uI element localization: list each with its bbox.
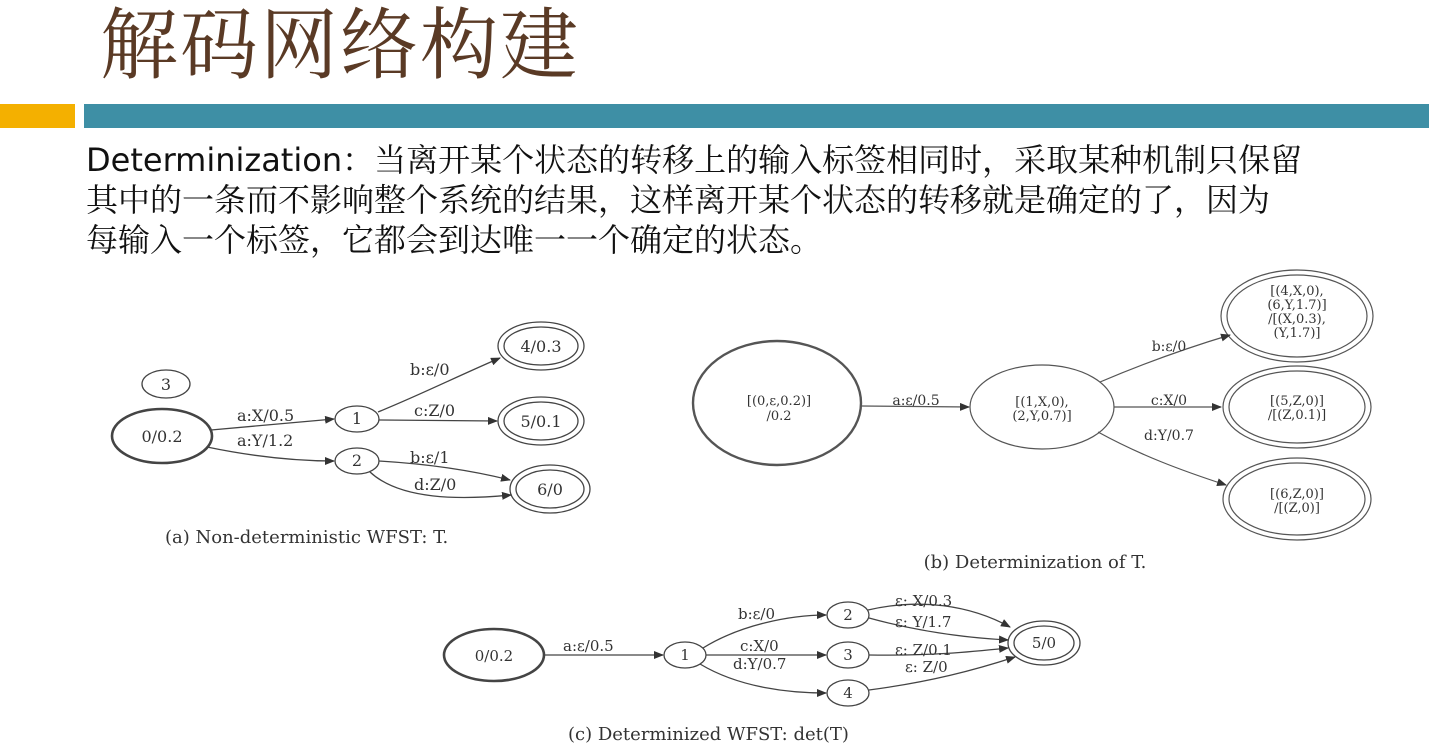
paragraph-term: Determinization	[86, 141, 343, 179]
fig-b-arc-1-6-label: d:Y/0.7	[1144, 428, 1194, 444]
fig-b-state-1-label-1: [(1,X,0),	[1015, 395, 1069, 410]
fig-a-arc-2-6b-label: d:Z/0	[414, 475, 457, 494]
fig-a-state-6-label: 6/0	[537, 480, 563, 499]
fig-c-arc-1-3-label: c:X/0	[740, 637, 779, 655]
fig-a-state-0-label: 0/0.2	[141, 427, 183, 446]
fig-a-arc-1-5-label: c:Z/0	[414, 401, 456, 420]
fig-b-state-4-label-1: [(4,X,0),	[1270, 284, 1324, 299]
fig-b-state-6-label-1: [(6,Z,0)]	[1270, 487, 1324, 502]
fig-a-arc-1-5	[379, 420, 497, 421]
fig-c-arc-2-5a-label: ε: X/0.3	[895, 592, 953, 610]
fig-a-caption: (a) Non-deterministic WFST: T.	[165, 527, 449, 548]
figure-a-labels	[141, 337, 562, 548]
fig-c-arc-4-5-label: ε: Z/0	[905, 658, 948, 676]
fig-b-arc-1-4-label: b:ε/0	[1151, 339, 1187, 355]
fig-a-state-2-label: 2	[351, 451, 363, 470]
fig-b-state-4-label-4: (Y,1.7)]	[1273, 326, 1321, 341]
fig-c-state-4-label: 4	[843, 684, 853, 702]
fig-b-arc-0-1-label: a:ε/0.5	[892, 393, 940, 409]
fig-b-arc-1-5-label: c:X/0	[1150, 393, 1188, 409]
fig-c-state-3-label: 3	[843, 646, 853, 664]
fig-c-arc-1-4-label: d:Y/0.7	[733, 655, 787, 673]
fig-b-caption: (b) Determinization of T.	[923, 552, 1147, 573]
fig-a-state-3-label: 3	[160, 375, 172, 394]
fig-c-state-0-label: 0/0.2	[474, 647, 514, 665]
fig-b-state-5-label-1: [(5,Z,0)]	[1270, 394, 1324, 409]
fig-b-state-6-label-2: /[(Z,0)]	[1274, 501, 1320, 516]
fig-c-caption: (c) Determinized WFST: det(T)	[568, 724, 849, 745]
fig-a-arc-1-4-label: b:ε/0	[410, 360, 450, 379]
fig-a-arc-0-1-label: a:X/0.5	[237, 406, 295, 425]
fig-c-arc-0-1-label: a:ε/0.5	[563, 637, 614, 655]
fig-b-state-1-label-2: (2,Y,0.7)]	[1012, 409, 1072, 424]
fig-a-arc-0-2-label: a:Y/1.2	[237, 431, 294, 450]
fig-b-state-0-label-2: /0.2	[766, 409, 792, 424]
fig-c-arc-1-2-label: b:ε/0	[738, 605, 776, 623]
fig-b-state-4-label-2: (6,Y,1.7)]	[1267, 298, 1327, 313]
fig-a-arc-2-6-label: b:ε/1	[410, 448, 450, 467]
figure-b-labels	[747, 284, 1327, 573]
fig-a-state-1-label: 1	[351, 409, 363, 428]
figure-c-labels	[475, 592, 1056, 745]
fig-a-state-5-label: 5/0.1	[520, 412, 562, 431]
fig-c-state-1-label: 1	[680, 646, 690, 664]
paragraph-line-1: ：当离开某个状态的转移上的输入标签相同时，采取某种机制只保留	[342, 141, 1303, 179]
paragraph-line-3: 每输入一个标签，它都会到达唯一一个确定的状态。	[86, 221, 823, 259]
fig-c-state-2-label: 2	[843, 606, 853, 624]
fig-b-state-4-label-3: /[(X,0.3),	[1268, 312, 1326, 327]
paragraph-line-2: 其中的一条而不影响整个系统的结果，这样离开某个状态的转移就是确定的了，因为	[86, 181, 1271, 219]
fig-c-arc-2-5b-label: ε: Y/1.7	[895, 613, 952, 631]
slide-title: 解码网络构建	[100, 1, 581, 91]
fig-b-state-0-label-1: [(0,ε,0.2)]	[746, 394, 812, 409]
fig-a-state-4-label: 4/0.3	[520, 337, 562, 356]
fig-c-arc-3-5-label: ε: Z/0.1	[895, 641, 952, 659]
fig-c-state-5-label: 5/0	[1031, 634, 1057, 652]
fig-b-state-5-label-2: /[(Z,0.1)]	[1267, 408, 1327, 423]
